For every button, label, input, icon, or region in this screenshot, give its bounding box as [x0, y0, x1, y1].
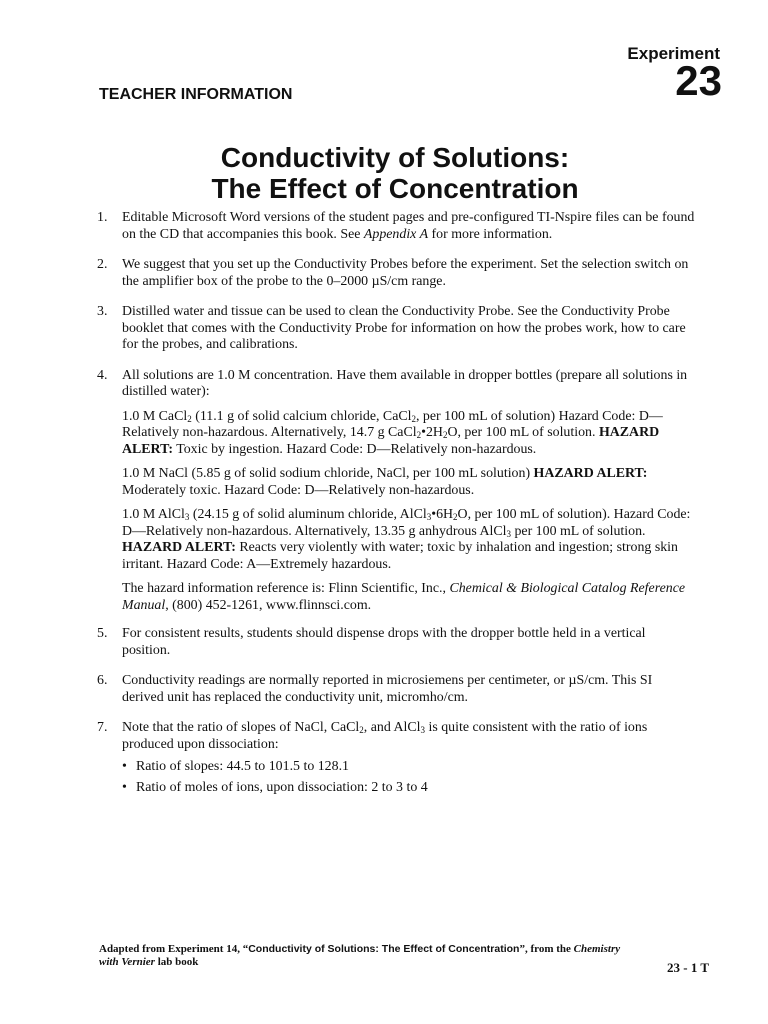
item-number: 5.	[97, 626, 108, 641]
bullet-icon: •	[122, 779, 127, 795]
experiment-label: Experiment	[627, 44, 720, 63]
item-number: 2.	[97, 257, 108, 272]
item-number: 1.	[97, 210, 108, 225]
solutions-intro: All solutions are 1.0 M concentration. Have them available in dropper bottles (prepare all solutions in distilled water):	[122, 367, 688, 399]
list-item-5	[97, 626, 697, 659]
list-item-3	[97, 304, 697, 354]
nacl-solution: 1.0 M NaCl (5.85 g of solid sodium chloride, NaCl, per 100 mL solution) HAZARD ALERT: Moderately toxic. Hazard Code: D—Relatively non-hazardous.	[122, 466, 648, 498]
page-title	[0, 142, 768, 204]
item-text: Editable Microsoft Word versions of the student pages and pre-configured TI-Nspire files can be found on the CD that accompanies this book. See Appendix A for more information.	[122, 210, 695, 242]
item-text	[122, 368, 697, 615]
item-text: We suggest that you set up the Conductivity Probes before the experiment. Set the selection switch on the amplifier box of the probe to the 0–2000 µS/cm range.	[122, 257, 689, 289]
title-line-1: Conductivity of Solutions:	[220, 142, 570, 173]
catalog-title: Chemical & Biological Catalog Reference Manual	[122, 581, 686, 613]
list-item-1	[97, 210, 697, 243]
list-item-7	[97, 720, 697, 800]
hazard-alert: HAZARD ALERT:	[533, 466, 648, 481]
source-experiment-title: Conductivity of Solutions: The Effect of Concentration	[248, 943, 520, 955]
list-item-4	[97, 368, 697, 615]
cacl2-solution: 1.0 M CaCl$_2$ (11.1 g of solid calcium chloride, CaCl$_2$, per 100 mL of solution) Hazard Code: D—Relatively non-hazardous. Alternatively, 14.7 g $CaCl_2•2H_2O$, per 100 mL of solution. HAZARD ALERT: Toxic by ingestion. Hazard Code: D—Relatively non-hazardous.	[122, 408, 663, 457]
item-number: 7.	[97, 720, 108, 735]
alcl3-solution: 1.0 M AlCl$_3$ (24.15 g of solid aluminum chloride, $AlCl_3•6H_2O$, per 100 mL of solution). Hazard Code: D—Relatively non-hazardous. Alternatively, 13.35 g anhydrous AlCl$_3$ per 100 mL of solution. HAZARD ALERT: Reacts very violently with water; toxic by inhalation and ingestion; strong skin irritant. Hazard Code: A—Extremely hazardous.	[122, 507, 691, 572]
bullet-icon: •	[122, 759, 127, 774]
hazard-reference: The hazard information reference is: Flinn Scientific, Inc., Chemical & Biological Catalog Reference Manual, (800) 452-1261, www.flinnsci.com.	[122, 581, 686, 613]
list-item: • Ratio of moles of ions, upon dissociation: 2 to 3 to 4	[122, 779, 428, 795]
ratio-bullet-list	[122, 759, 697, 796]
item-number: 4.	[97, 367, 108, 383]
page-number: 23 - 1 T	[666, 960, 709, 975]
list-item-6	[97, 673, 697, 706]
title-line-2: The Effect of Concentration	[211, 173, 579, 204]
experiment-number: 23	[675, 57, 722, 104]
hazard-alert: HAZARD ALERT:	[122, 540, 236, 555]
item-text: Note that the ratio of slopes of NaCl, CaCl$_2$, and AlCl$_3$ is quite consistent with the ratio of ions produced upon dissociation: • Ratio of slopes: 44.5 to 101.5 to 128.1 • Ratio of moles of ions, upon dissociation: 2 to 3 to 4	[122, 720, 697, 800]
appendix-reference: Appendix A	[363, 226, 429, 242]
hazard-alert: HAZARD ALERT:	[122, 425, 660, 457]
item-number: 3.	[97, 304, 108, 319]
item-text: For consistent results, students should dispense drops with the dropper bottle held in a vertical position.	[122, 626, 646, 658]
list-item: • Ratio of slopes: 44.5 to 101.5 to 128.1	[122, 759, 349, 774]
list-item-2	[97, 257, 697, 290]
source-book-title: Chemistry with Vernier	[99, 943, 621, 968]
item-text: Distilled water and tissue can be used to clean the Conductivity Probe. See the Conductivity Probe booklet that comes with the Conductivity Probe for information on how the probes work, how to care for the probes, and calibrations.	[122, 304, 686, 352]
instruction-list	[97, 210, 697, 814]
item-text: Conductivity readings are normally reported in microsiemens per centimeter, or µS/cm. This SI derived unit has replaced the conductivity unit, micromho/cm.	[122, 673, 653, 705]
footer-attribution: Adapted from Experiment 14, “Conductivity of Solutions: The Effect of Concentration”, from the Chemistry with Vernier lab book	[99, 943, 621, 968]
section-heading: TEACHER INFORMATION	[99, 86, 293, 103]
item-number: 6.	[97, 673, 108, 688]
